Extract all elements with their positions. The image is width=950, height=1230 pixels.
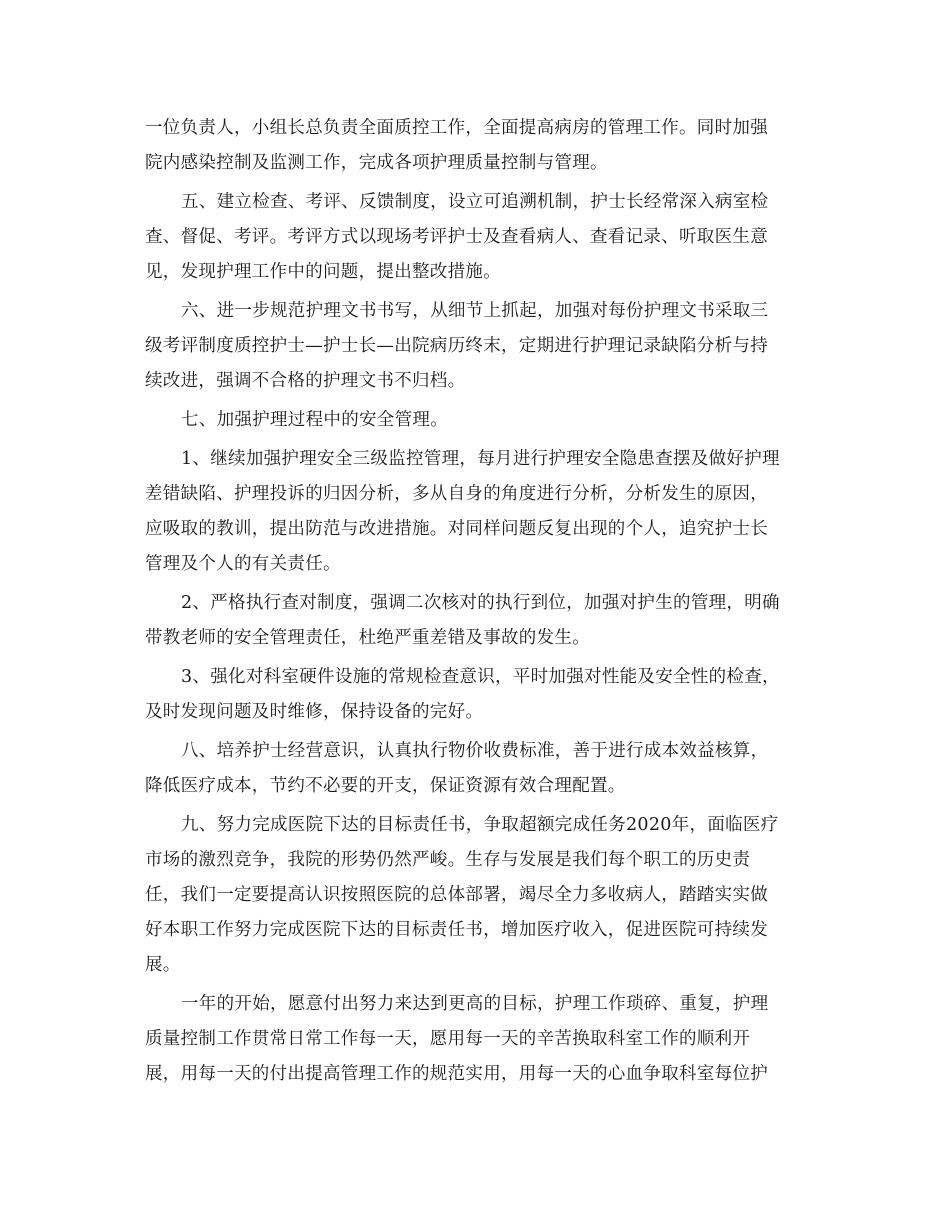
text-line: 带教老师的安全管理责任，杜绝严重差错及事故的发生。	[145, 628, 590, 648]
text-line: 任，我们一定要提高认识按照医院的总体部署，竭尽全力多收病人，踏踏实实做	[145, 885, 768, 905]
text-line: 差错缺陷、护理投诉的归因分析，多从自身的角度进行分析，分析发生的原因，	[145, 484, 768, 504]
text-line: 九、努力完成医院下达的目标责任书，争取超额完成任务2020年，面临医疗	[181, 815, 779, 835]
text-line: 院内感染控制及监测工作，完成各项护理质量控制与管理。	[145, 153, 608, 173]
text-line: 降低医疗成本，节约不必要的开支，保证资源有效合理配置。	[145, 776, 626, 796]
text-line: 查、督促、考评。考评方式以现场考评护士及查看病人、查看记录、听取医生意	[145, 227, 768, 247]
text-line: 六、进一步规范护理文书书写，从细节上抓起，加强对每份护理文书采取三	[181, 301, 769, 321]
text-line: 见，发现护理工作中的问题，提出整改措施。	[145, 262, 501, 282]
text-line: 八、培养护士经营意识，认真执行物价收费标准，善于进行成本效益核算，	[181, 741, 769, 761]
text-line: 应吸取的教训，提出防范与改进措施。对同样问题反复出现的个人，追究护士长	[145, 519, 768, 539]
text-line: 好本职工作努力完成医院下达的目标责任书，增加医疗收入，促进医院可持续发	[145, 920, 768, 940]
text-line: 1、继续加强护理安全三级监控管理，每月进行护理安全隐患查摆及做好护理	[181, 449, 780, 469]
text-line: 及时发现问题及时维修，保持设备的完好。	[145, 702, 484, 722]
text-line: 2、严格执行查对制度，强调二次核对的执行到位，加强对护生的管理，明确	[181, 593, 780, 613]
text-line: 质量控制工作贯常日常工作每一天，愿用每一天的辛苦换取科室工作的顺利开	[145, 1029, 751, 1049]
text-line: 续改进，强调不合格的护理文书不归档。	[145, 371, 466, 391]
text-line: 3、强化对科室硬件设施的常规检查意识，平时加强对性能及安全性的检查，	[181, 667, 780, 687]
text-line: 七、加强护理过程中的安全管理。	[181, 410, 448, 430]
text-line: 市场的激烈竞争，我院的形势仍然严峻。生存与发展是我们每个职工的历史责	[145, 850, 751, 870]
text-line: 展，用每一天的付出提高管理工作的规范实用，用每一天的心血争取科室每位护	[145, 1064, 768, 1084]
text-line: 一年的开始，愿意付出努力来达到更高的目标，护理工作琐碎、重复，护理	[181, 994, 769, 1014]
text-line: 展。	[145, 955, 181, 975]
text-line: 五、建立检查、考评、反馈制度，设立可追溯机制，护士长经常深入病室检	[181, 192, 769, 212]
text-line: 级考评制度质控护士—护士长—出院病历终末，定期进行护理记录缺陷分析与持	[145, 336, 768, 356]
text-line: 一位负责人，小组长总负责全面质控工作，全面提高病房的管理工作。同时加强	[145, 118, 768, 138]
text-line: 管理及个人的有关责任。	[145, 554, 341, 574]
